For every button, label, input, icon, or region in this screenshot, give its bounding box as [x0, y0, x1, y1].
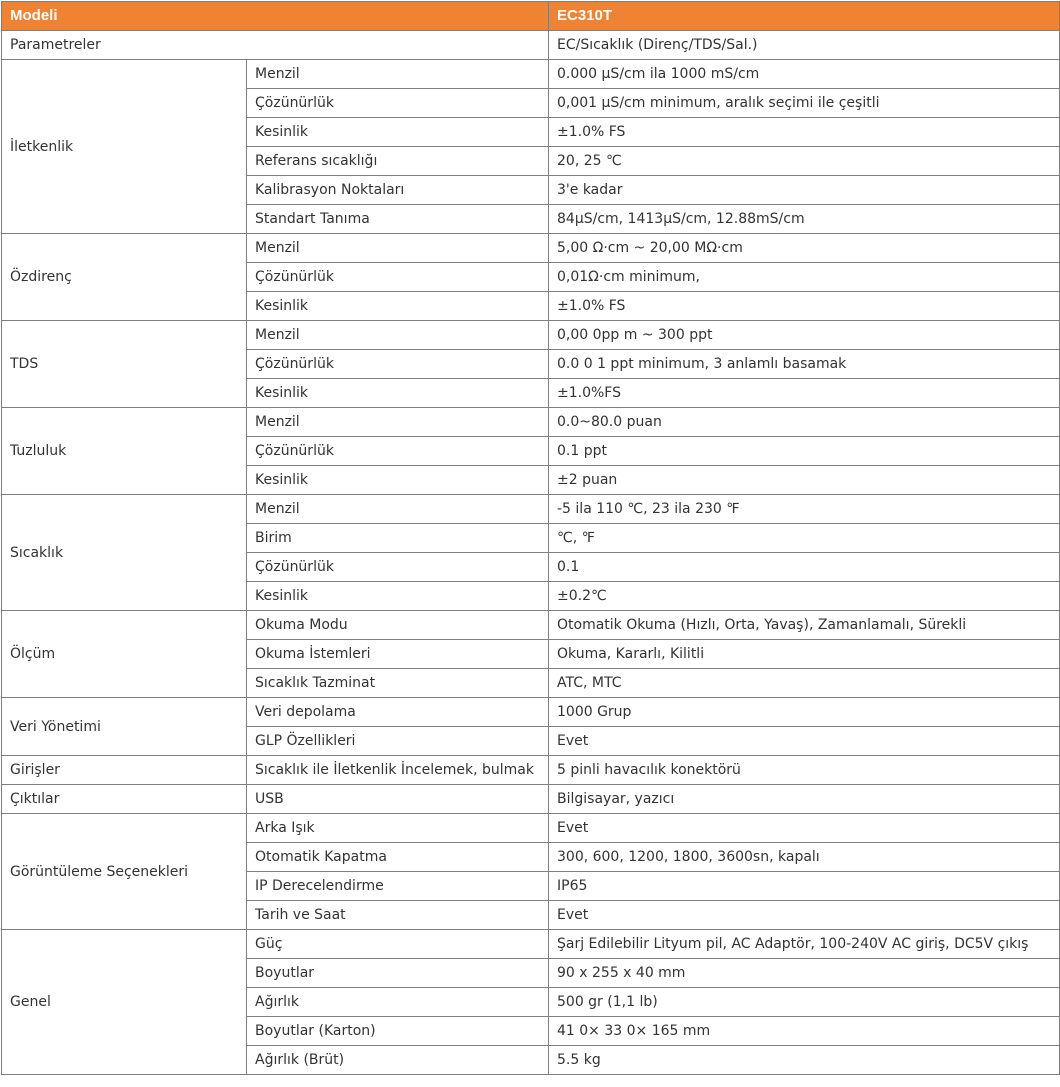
group-label: TDS: [2, 321, 247, 408]
header-row: [2, 2, 1060, 31]
table-row: [2, 495, 1060, 524]
parameter-name: Kalibrasyon Noktaları: [247, 176, 549, 205]
group-label: Ölçüm: [2, 611, 247, 698]
parameter-value: Bilgisayar, yazıcı: [549, 785, 1060, 814]
parameter-name: Arka Işık: [247, 814, 549, 843]
group-label: Görüntüleme Seçenekleri: [2, 814, 247, 930]
parameter-name: Sıcaklık ile İletkenlik İncelemek, bulmak: [247, 756, 549, 785]
parameter-value: 5.5 kg: [549, 1046, 1060, 1075]
parameter-value: 0.0~80.0 puan: [549, 408, 1060, 437]
parameter-name: Birim: [247, 524, 549, 553]
parameter-value: IP65: [549, 872, 1060, 901]
parameter-name: Kesinlik: [247, 466, 549, 495]
parameter-value: ℃, ℉: [549, 524, 1060, 553]
parameter-name: Kesinlik: [247, 582, 549, 611]
parameter-value: 500 gr (1,1 lb): [549, 988, 1060, 1017]
parameter-name: Menzil: [247, 234, 549, 263]
table-row: [2, 234, 1060, 263]
parameter-value: 0,00 0pp m ~ 300 ppt: [549, 321, 1060, 350]
parameters-label: Parametreler: [2, 31, 549, 60]
parameter-value: 84μS/cm, 1413μS/cm, 12.88mS/cm: [549, 205, 1060, 234]
parameter-value: 20, 25 ℃: [549, 147, 1060, 176]
parameter-name: Kesinlik: [247, 118, 549, 147]
parameter-value: Okuma, Kararlı, Kilitli: [549, 640, 1060, 669]
group-label: İletkenlik: [2, 60, 247, 234]
parameter-name: Menzil: [247, 408, 549, 437]
parameter-value: Evet: [549, 901, 1060, 930]
parameter-name: Güç: [247, 930, 549, 959]
parameter-value: ±2 puan: [549, 466, 1060, 495]
parameter-name: Kesinlik: [247, 292, 549, 321]
parameter-name: Standart Tanıma: [247, 205, 549, 234]
parameter-value: ±0.2℃: [549, 582, 1060, 611]
parameter-name: GLP Özellikleri: [247, 727, 549, 756]
table-row: [2, 60, 1060, 89]
parameter-name: Ağırlık (Brüt): [247, 1046, 549, 1075]
parameter-value: -5 ila 110 ℃, 23 ila 230 ℉: [549, 495, 1060, 524]
parameter-value: Şarj Edilebilir Lityum pil, AC Adaptör, 100-240V AC giriş, DC5V çıkış: [549, 930, 1060, 959]
table-row: [2, 814, 1060, 843]
header-model-label: Modeli: [2, 2, 549, 31]
parameter-value: 41 0× 33 0× 165 mm: [549, 1017, 1060, 1046]
parameter-value: 90 x 255 x 40 mm: [549, 959, 1060, 988]
parameter-name: Boyutlar: [247, 959, 549, 988]
parameter-value: Evet: [549, 814, 1060, 843]
parameter-name: Çözünürlük: [247, 350, 549, 379]
parameter-name: Kesinlik: [247, 379, 549, 408]
group-label: Tuzluluk: [2, 408, 247, 495]
group-label: Çıktılar: [2, 785, 247, 814]
table-row: [2, 698, 1060, 727]
parameter-value: 1000 Grup: [549, 698, 1060, 727]
parameter-value: Otomatik Okuma (Hızlı, Orta, Yavaş), Zamanlamalı, Sürekli: [549, 611, 1060, 640]
parameter-name: Menzil: [247, 321, 549, 350]
parameter-value: 0.000 μS/cm ila 1000 mS/cm: [549, 60, 1060, 89]
parameter-name: Menzil: [247, 495, 549, 524]
group-label: Girişler: [2, 756, 247, 785]
parameter-value: ±1.0%FS: [549, 379, 1060, 408]
parameter-value: 0,001 μS/cm minimum, aralık seçimi ile çeşitli: [549, 89, 1060, 118]
parameter-name: Sıcaklık Tazminat: [247, 669, 549, 698]
parameters-row: [2, 31, 1060, 60]
parameter-name: Çözünürlük: [247, 553, 549, 582]
group-label: Veri Yönetimi: [2, 698, 247, 756]
parameter-name: Veri depolama: [247, 698, 549, 727]
parameter-name: Tarih ve Saat: [247, 901, 549, 930]
table-header: [2, 2, 1060, 31]
table-row: [2, 611, 1060, 640]
parameter-value: 0.1: [549, 553, 1060, 582]
parameter-name: Ağırlık: [247, 988, 549, 1017]
parameter-name: IP Derecelendirme: [247, 872, 549, 901]
parameter-value: 3'e kadar: [549, 176, 1060, 205]
parameter-name: Boyutlar (Karton): [247, 1017, 549, 1046]
parameter-name: Okuma İstemleri: [247, 640, 549, 669]
parameter-value: 5 pinli havacılık konektörü: [549, 756, 1060, 785]
parameter-name: Okuma Modu: [247, 611, 549, 640]
table-row: [2, 408, 1060, 437]
group-label: Genel: [2, 930, 247, 1075]
parameters-value: EC/Sıcaklık (Direnç/TDS/Sal.): [549, 31, 1060, 60]
group-label: Özdirenç: [2, 234, 247, 321]
table-row: [2, 930, 1060, 959]
table-row: [2, 756, 1060, 785]
table-body: [2, 31, 1060, 1075]
table-row: [2, 321, 1060, 350]
header-model-value: EC310T: [549, 2, 1060, 31]
parameter-value: 0,01Ω·cm minimum,: [549, 263, 1060, 292]
parameter-name: Menzil: [247, 60, 549, 89]
parameter-name: Çözünürlük: [247, 437, 549, 466]
parameter-value: 0.0 0 1 ppt minimum, 3 anlamlı basamak: [549, 350, 1060, 379]
parameter-value: 0.1 ppt: [549, 437, 1060, 466]
parameter-name: Referans sıcaklığı: [247, 147, 549, 176]
spec-table: [1, 1, 1060, 1075]
parameter-value: 5,00 Ω·cm ~ 20,00 MΩ·cm: [549, 234, 1060, 263]
parameter-value: ±1.0% FS: [549, 118, 1060, 147]
parameter-name: Çözünürlük: [247, 89, 549, 118]
parameter-value: 300, 600, 1200, 1800, 3600sn, kapalı: [549, 843, 1060, 872]
parameter-value: ATC, MTC: [549, 669, 1060, 698]
parameter-name: USB: [247, 785, 549, 814]
parameter-name: Otomatik Kapatma: [247, 843, 549, 872]
parameter-value: ±1.0% FS: [549, 292, 1060, 321]
parameter-value: Evet: [549, 727, 1060, 756]
parameter-name: Çözünürlük: [247, 263, 549, 292]
table-row: [2, 785, 1060, 814]
group-label: Sıcaklık: [2, 495, 247, 611]
